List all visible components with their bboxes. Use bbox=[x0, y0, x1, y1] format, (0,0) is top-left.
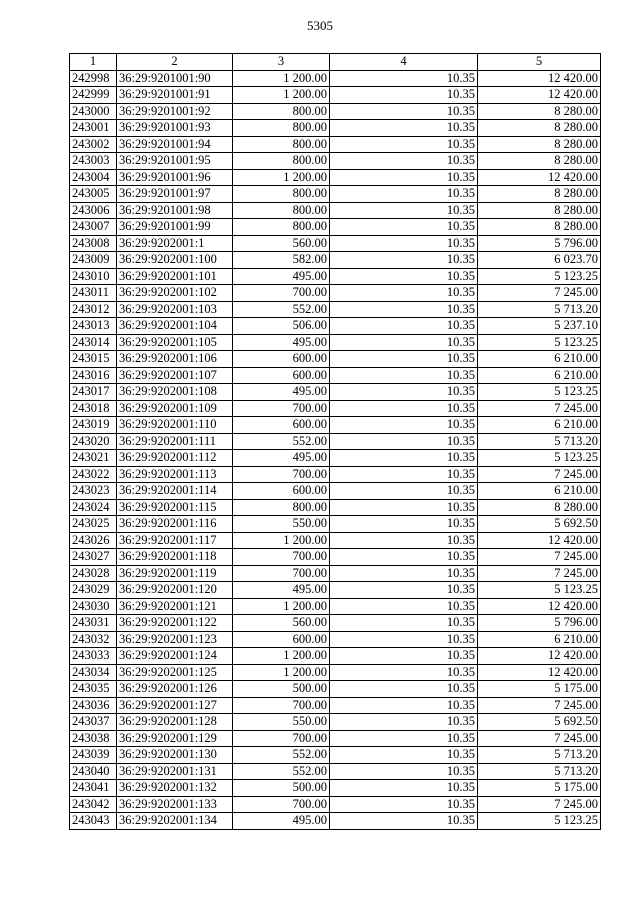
table-row bbox=[70, 136, 601, 153]
cadastral-number-cell: 36:29:9202001:113 bbox=[117, 466, 233, 483]
amount-cell: 8 280.00 bbox=[478, 136, 601, 153]
rate-cell: 10.35 bbox=[330, 219, 478, 236]
table-row bbox=[70, 103, 601, 120]
table-row bbox=[70, 87, 601, 104]
cadastral-number-cell: 36:29:9202001:108 bbox=[117, 384, 233, 401]
rate-cell: 10.35 bbox=[330, 796, 478, 813]
cadastral-number-cell: 36:29:9201001:90 bbox=[117, 70, 233, 87]
table-row bbox=[70, 450, 601, 467]
rate-cell: 10.35 bbox=[330, 532, 478, 549]
row-id-cell: 243016 bbox=[70, 367, 117, 384]
amount-cell: 12 420.00 bbox=[478, 664, 601, 681]
amount-cell: 12 420.00 bbox=[478, 70, 601, 87]
rate-cell: 10.35 bbox=[330, 582, 478, 599]
rate-cell: 10.35 bbox=[330, 615, 478, 632]
row-id-cell: 243034 bbox=[70, 664, 117, 681]
amount-cell: 5 713.20 bbox=[478, 763, 601, 780]
cadastral-number-cell: 36:29:9202001:102 bbox=[117, 285, 233, 302]
amount-cell: 5 713.20 bbox=[478, 747, 601, 764]
table-row bbox=[70, 169, 601, 186]
rate-cell: 10.35 bbox=[330, 598, 478, 615]
area-cell: 700.00 bbox=[233, 400, 330, 417]
row-id-cell: 243038 bbox=[70, 730, 117, 747]
table-row bbox=[70, 598, 601, 615]
row-id-cell: 243006 bbox=[70, 202, 117, 219]
area-cell: 700.00 bbox=[233, 565, 330, 582]
table-row bbox=[70, 433, 601, 450]
area-cell: 600.00 bbox=[233, 631, 330, 648]
row-id-cell: 243039 bbox=[70, 747, 117, 764]
row-id-cell: 243004 bbox=[70, 169, 117, 186]
area-cell: 495.00 bbox=[233, 813, 330, 830]
table-row bbox=[70, 780, 601, 797]
cadastral-number-cell: 36:29:9202001:125 bbox=[117, 664, 233, 681]
rate-cell: 10.35 bbox=[330, 153, 478, 170]
row-id-cell: 243022 bbox=[70, 466, 117, 483]
amount-cell: 5 692.50 bbox=[478, 516, 601, 533]
table-row bbox=[70, 301, 601, 318]
rate-cell: 10.35 bbox=[330, 367, 478, 384]
area-cell: 600.00 bbox=[233, 417, 330, 434]
area-cell: 800.00 bbox=[233, 499, 330, 516]
area-cell: 600.00 bbox=[233, 367, 330, 384]
table-row bbox=[70, 763, 601, 780]
rate-cell: 10.35 bbox=[330, 169, 478, 186]
cadastral-number-cell: 36:29:9202001:118 bbox=[117, 549, 233, 566]
amount-cell: 7 245.00 bbox=[478, 730, 601, 747]
row-id-cell: 243012 bbox=[70, 301, 117, 318]
area-cell: 700.00 bbox=[233, 285, 330, 302]
area-cell: 582.00 bbox=[233, 252, 330, 269]
row-id-cell: 243036 bbox=[70, 697, 117, 714]
area-cell: 1 200.00 bbox=[233, 532, 330, 549]
cadastral-number-cell: 36:29:9201001:94 bbox=[117, 136, 233, 153]
row-id-cell: 243017 bbox=[70, 384, 117, 401]
cadastral-number-cell: 36:29:9201001:91 bbox=[117, 87, 233, 104]
row-id-cell: 243002 bbox=[70, 136, 117, 153]
amount-cell: 12 420.00 bbox=[478, 648, 601, 665]
rate-cell: 10.35 bbox=[330, 186, 478, 203]
cadastral-number-cell: 36:29:9202001:133 bbox=[117, 796, 233, 813]
rate-cell: 10.35 bbox=[330, 235, 478, 252]
rate-cell: 10.35 bbox=[330, 697, 478, 714]
rate-cell: 10.35 bbox=[330, 730, 478, 747]
row-id-cell: 243021 bbox=[70, 450, 117, 467]
table-row bbox=[70, 483, 601, 500]
cadastral-number-cell: 36:29:9202001:119 bbox=[117, 565, 233, 582]
area-cell: 506.00 bbox=[233, 318, 330, 335]
rate-cell: 10.35 bbox=[330, 747, 478, 764]
cadastral-number-cell: 36:29:9202001:106 bbox=[117, 351, 233, 368]
rate-cell: 10.35 bbox=[330, 648, 478, 665]
rate-cell: 10.35 bbox=[330, 813, 478, 830]
row-id-cell: 243043 bbox=[70, 813, 117, 830]
rate-cell: 10.35 bbox=[330, 681, 478, 698]
table-row bbox=[70, 549, 601, 566]
amount-cell: 12 420.00 bbox=[478, 169, 601, 186]
amount-cell: 7 245.00 bbox=[478, 697, 601, 714]
amount-cell: 12 420.00 bbox=[478, 87, 601, 104]
row-id-cell: 243029 bbox=[70, 582, 117, 599]
table-header-row bbox=[70, 54, 601, 71]
cadastral-number-cell: 36:29:9202001:111 bbox=[117, 433, 233, 450]
row-id-cell: 243030 bbox=[70, 598, 117, 615]
row-id-cell: 243005 bbox=[70, 186, 117, 203]
area-cell: 800.00 bbox=[233, 153, 330, 170]
amount-cell: 8 280.00 bbox=[478, 153, 601, 170]
table-row bbox=[70, 120, 601, 137]
table-row bbox=[70, 631, 601, 648]
cadastral-number-cell: 36:29:9202001:130 bbox=[117, 747, 233, 764]
area-cell: 800.00 bbox=[233, 186, 330, 203]
rate-cell: 10.35 bbox=[330, 433, 478, 450]
amount-cell: 5 123.25 bbox=[478, 582, 601, 599]
area-cell: 495.00 bbox=[233, 268, 330, 285]
area-cell: 800.00 bbox=[233, 103, 330, 120]
amount-cell: 5 123.25 bbox=[478, 450, 601, 467]
rate-cell: 10.35 bbox=[330, 103, 478, 120]
rate-cell: 10.35 bbox=[330, 549, 478, 566]
area-cell: 495.00 bbox=[233, 450, 330, 467]
cadastral-number-cell: 36:29:9202001:128 bbox=[117, 714, 233, 731]
amount-cell: 6 210.00 bbox=[478, 483, 601, 500]
table-row bbox=[70, 664, 601, 681]
table-row bbox=[70, 681, 601, 698]
table-row bbox=[70, 70, 601, 87]
table-row bbox=[70, 400, 601, 417]
area-cell: 495.00 bbox=[233, 334, 330, 351]
row-id-cell: 243000 bbox=[70, 103, 117, 120]
table-row bbox=[70, 697, 601, 714]
row-id-cell: 243019 bbox=[70, 417, 117, 434]
table-row bbox=[70, 318, 601, 335]
amount-cell: 5 237.10 bbox=[478, 318, 601, 335]
table-row bbox=[70, 532, 601, 549]
rate-cell: 10.35 bbox=[330, 285, 478, 302]
amount-cell: 8 280.00 bbox=[478, 120, 601, 137]
amount-cell: 7 245.00 bbox=[478, 285, 601, 302]
table-row bbox=[70, 285, 601, 302]
area-cell: 800.00 bbox=[233, 202, 330, 219]
amount-cell: 5 796.00 bbox=[478, 615, 601, 632]
cadastral-number-cell: 36:29:9202001:104 bbox=[117, 318, 233, 335]
rate-cell: 10.35 bbox=[330, 483, 478, 500]
amount-cell: 5 175.00 bbox=[478, 780, 601, 797]
cadastral-number-cell: 36:29:9201001:97 bbox=[117, 186, 233, 203]
row-id-cell: 243027 bbox=[70, 549, 117, 566]
table-row bbox=[70, 252, 601, 269]
rate-cell: 10.35 bbox=[330, 252, 478, 269]
cadastral-number-cell: 36:29:9201001:92 bbox=[117, 103, 233, 120]
cadastral-number-cell: 36:29:9202001:114 bbox=[117, 483, 233, 500]
cadastral-number-cell: 36:29:9202001:116 bbox=[117, 516, 233, 533]
area-cell: 552.00 bbox=[233, 301, 330, 318]
amount-cell: 5 713.20 bbox=[478, 433, 601, 450]
row-id-cell: 243024 bbox=[70, 499, 117, 516]
amount-cell: 5 796.00 bbox=[478, 235, 601, 252]
area-cell: 700.00 bbox=[233, 796, 330, 813]
rate-cell: 10.35 bbox=[330, 565, 478, 582]
cadastral-number-cell: 36:29:9202001:1 bbox=[117, 235, 233, 252]
area-cell: 500.00 bbox=[233, 681, 330, 698]
row-id-cell: 243009 bbox=[70, 252, 117, 269]
rate-cell: 10.35 bbox=[330, 301, 478, 318]
table-row bbox=[70, 516, 601, 533]
table-row bbox=[70, 615, 601, 632]
cadastral-number-cell: 36:29:9202001:124 bbox=[117, 648, 233, 665]
amount-cell: 7 245.00 bbox=[478, 466, 601, 483]
row-id-cell: 242999 bbox=[70, 87, 117, 104]
cadastral-number-cell: 36:29:9202001:107 bbox=[117, 367, 233, 384]
row-id-cell: 243035 bbox=[70, 681, 117, 698]
row-id-cell: 243031 bbox=[70, 615, 117, 632]
amount-cell: 7 245.00 bbox=[478, 796, 601, 813]
table-row bbox=[70, 351, 601, 368]
rate-cell: 10.35 bbox=[330, 763, 478, 780]
column-header: 5 bbox=[478, 54, 601, 71]
cadastral-number-cell: 36:29:9202001:100 bbox=[117, 252, 233, 269]
cadastral-number-cell: 36:29:9202001:126 bbox=[117, 681, 233, 698]
amount-cell: 8 280.00 bbox=[478, 219, 601, 236]
area-cell: 800.00 bbox=[233, 219, 330, 236]
cadastral-number-cell: 36:29:9202001:109 bbox=[117, 400, 233, 417]
rate-cell: 10.35 bbox=[330, 400, 478, 417]
area-cell: 1 200.00 bbox=[233, 664, 330, 681]
rate-cell: 10.35 bbox=[330, 714, 478, 731]
area-cell: 700.00 bbox=[233, 697, 330, 714]
area-cell: 495.00 bbox=[233, 582, 330, 599]
amount-cell: 7 245.00 bbox=[478, 565, 601, 582]
area-cell: 550.00 bbox=[233, 714, 330, 731]
rate-cell: 10.35 bbox=[330, 351, 478, 368]
cadastral-number-cell: 36:29:9201001:95 bbox=[117, 153, 233, 170]
column-header: 3 bbox=[233, 54, 330, 71]
cadastral-number-cell: 36:29:9202001:112 bbox=[117, 450, 233, 467]
table-row bbox=[70, 648, 601, 665]
area-cell: 1 200.00 bbox=[233, 87, 330, 104]
table-row bbox=[70, 813, 601, 830]
cadastral-number-cell: 36:29:9202001:105 bbox=[117, 334, 233, 351]
table-row bbox=[70, 417, 601, 434]
table-row bbox=[70, 268, 601, 285]
table-row bbox=[70, 796, 601, 813]
table-row bbox=[70, 384, 601, 401]
row-id-cell: 243003 bbox=[70, 153, 117, 170]
area-cell: 1 200.00 bbox=[233, 598, 330, 615]
row-id-cell: 243032 bbox=[70, 631, 117, 648]
amount-cell: 7 245.00 bbox=[478, 400, 601, 417]
rate-cell: 10.35 bbox=[330, 466, 478, 483]
area-cell: 560.00 bbox=[233, 615, 330, 632]
amount-cell: 12 420.00 bbox=[478, 532, 601, 549]
amount-cell: 12 420.00 bbox=[478, 598, 601, 615]
row-id-cell: 243033 bbox=[70, 648, 117, 665]
table-row bbox=[70, 582, 601, 599]
area-cell: 800.00 bbox=[233, 120, 330, 137]
table-row bbox=[70, 186, 601, 203]
row-id-cell: 243023 bbox=[70, 483, 117, 500]
area-cell: 700.00 bbox=[233, 466, 330, 483]
row-id-cell: 242998 bbox=[70, 70, 117, 87]
amount-cell: 8 280.00 bbox=[478, 499, 601, 516]
row-id-cell: 243008 bbox=[70, 235, 117, 252]
area-cell: 552.00 bbox=[233, 747, 330, 764]
table-row bbox=[70, 499, 601, 516]
data-table bbox=[69, 53, 601, 830]
rate-cell: 10.35 bbox=[330, 334, 478, 351]
row-id-cell: 243026 bbox=[70, 532, 117, 549]
cadastral-number-cell: 36:29:9202001:120 bbox=[117, 582, 233, 599]
row-id-cell: 243001 bbox=[70, 120, 117, 137]
column-header: 2 bbox=[117, 54, 233, 71]
row-id-cell: 243013 bbox=[70, 318, 117, 335]
area-cell: 1 200.00 bbox=[233, 70, 330, 87]
table-row bbox=[70, 202, 601, 219]
cadastral-number-cell: 36:29:9202001:121 bbox=[117, 598, 233, 615]
row-id-cell: 243025 bbox=[70, 516, 117, 533]
amount-cell: 8 280.00 bbox=[478, 103, 601, 120]
row-id-cell: 243040 bbox=[70, 763, 117, 780]
row-id-cell: 243042 bbox=[70, 796, 117, 813]
rate-cell: 10.35 bbox=[330, 780, 478, 797]
rate-cell: 10.35 bbox=[330, 664, 478, 681]
area-cell: 1 200.00 bbox=[233, 648, 330, 665]
amount-cell: 6 023.70 bbox=[478, 252, 601, 269]
cadastral-number-cell: 36:29:9202001:103 bbox=[117, 301, 233, 318]
cadastral-number-cell: 36:29:9202001:134 bbox=[117, 813, 233, 830]
rate-cell: 10.35 bbox=[330, 120, 478, 137]
column-header: 4 bbox=[330, 54, 478, 71]
area-cell: 560.00 bbox=[233, 235, 330, 252]
area-cell: 495.00 bbox=[233, 384, 330, 401]
row-id-cell: 243037 bbox=[70, 714, 117, 731]
row-id-cell: 243015 bbox=[70, 351, 117, 368]
row-id-cell: 243020 bbox=[70, 433, 117, 450]
area-cell: 600.00 bbox=[233, 483, 330, 500]
rate-cell: 10.35 bbox=[330, 499, 478, 516]
amount-cell: 8 280.00 bbox=[478, 186, 601, 203]
amount-cell: 5 175.00 bbox=[478, 681, 601, 698]
table-row bbox=[70, 334, 601, 351]
cadastral-number-cell: 36:29:9202001:115 bbox=[117, 499, 233, 516]
rate-cell: 10.35 bbox=[330, 450, 478, 467]
row-id-cell: 243028 bbox=[70, 565, 117, 582]
table-row bbox=[70, 747, 601, 764]
amount-cell: 6 210.00 bbox=[478, 367, 601, 384]
cadastral-number-cell: 36:29:9202001:122 bbox=[117, 615, 233, 632]
row-id-cell: 243041 bbox=[70, 780, 117, 797]
amount-cell: 5 123.25 bbox=[478, 334, 601, 351]
cadastral-number-cell: 36:29:9202001:101 bbox=[117, 268, 233, 285]
cadastral-number-cell: 36:29:9202001:110 bbox=[117, 417, 233, 434]
cadastral-number-cell: 36:29:9202001:117 bbox=[117, 532, 233, 549]
area-cell: 800.00 bbox=[233, 136, 330, 153]
row-id-cell: 243010 bbox=[70, 268, 117, 285]
amount-cell: 5 713.20 bbox=[478, 301, 601, 318]
cadastral-number-cell: 36:29:9202001:123 bbox=[117, 631, 233, 648]
area-cell: 552.00 bbox=[233, 433, 330, 450]
rate-cell: 10.35 bbox=[330, 268, 478, 285]
cadastral-number-cell: 36:29:9201001:99 bbox=[117, 219, 233, 236]
amount-cell: 7 245.00 bbox=[478, 549, 601, 566]
amount-cell: 8 280.00 bbox=[478, 202, 601, 219]
table-row bbox=[70, 235, 601, 252]
cadastral-number-cell: 36:29:9202001:131 bbox=[117, 763, 233, 780]
rate-cell: 10.35 bbox=[330, 417, 478, 434]
row-id-cell: 243018 bbox=[70, 400, 117, 417]
area-cell: 552.00 bbox=[233, 763, 330, 780]
rate-cell: 10.35 bbox=[330, 631, 478, 648]
rate-cell: 10.35 bbox=[330, 318, 478, 335]
cadastral-number-cell: 36:29:9201001:93 bbox=[117, 120, 233, 137]
row-id-cell: 243007 bbox=[70, 219, 117, 236]
rate-cell: 10.35 bbox=[330, 136, 478, 153]
amount-cell: 5 692.50 bbox=[478, 714, 601, 731]
rate-cell: 10.35 bbox=[330, 70, 478, 87]
cadastral-number-cell: 36:29:9202001:127 bbox=[117, 697, 233, 714]
rate-cell: 10.35 bbox=[330, 516, 478, 533]
amount-cell: 6 210.00 bbox=[478, 631, 601, 648]
table-row bbox=[70, 153, 601, 170]
cadastral-number-cell: 36:29:9202001:132 bbox=[117, 780, 233, 797]
area-cell: 550.00 bbox=[233, 516, 330, 533]
area-cell: 600.00 bbox=[233, 351, 330, 368]
area-cell: 700.00 bbox=[233, 730, 330, 747]
rate-cell: 10.35 bbox=[330, 384, 478, 401]
cadastral-number-cell: 36:29:9202001:129 bbox=[117, 730, 233, 747]
amount-cell: 5 123.25 bbox=[478, 813, 601, 830]
row-id-cell: 243014 bbox=[70, 334, 117, 351]
table-row bbox=[70, 466, 601, 483]
amount-cell: 5 123.25 bbox=[478, 384, 601, 401]
rate-cell: 10.35 bbox=[330, 87, 478, 104]
amount-cell: 5 123.25 bbox=[478, 268, 601, 285]
row-id-cell: 243011 bbox=[70, 285, 117, 302]
area-cell: 500.00 bbox=[233, 780, 330, 797]
rate-cell: 10.35 bbox=[330, 202, 478, 219]
amount-cell: 6 210.00 bbox=[478, 417, 601, 434]
table-row bbox=[70, 714, 601, 731]
table-row bbox=[70, 219, 601, 236]
area-cell: 1 200.00 bbox=[233, 169, 330, 186]
page-number: 5305 bbox=[307, 18, 333, 33]
table-row bbox=[70, 730, 601, 747]
table-row bbox=[70, 565, 601, 582]
area-cell: 700.00 bbox=[233, 549, 330, 566]
cadastral-number-cell: 36:29:9201001:96 bbox=[117, 169, 233, 186]
table-row bbox=[70, 367, 601, 384]
column-header: 1 bbox=[70, 54, 117, 71]
amount-cell: 6 210.00 bbox=[478, 351, 601, 368]
cadastral-number-cell: 36:29:9201001:98 bbox=[117, 202, 233, 219]
